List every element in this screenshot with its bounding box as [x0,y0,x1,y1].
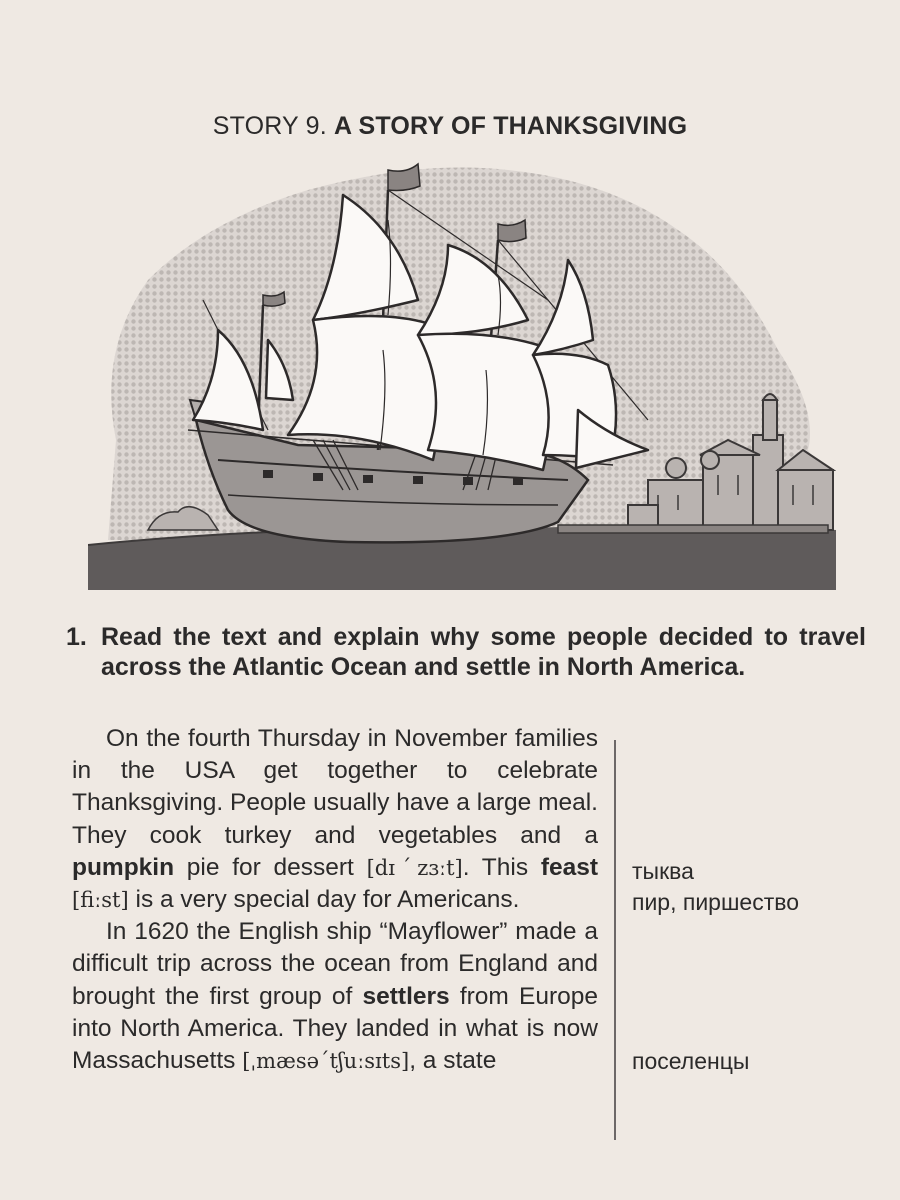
main-flag [388,164,420,191]
vocab-settlers: settlers [362,982,450,1010]
text-run: , a state [409,1047,497,1075]
text-run: In 1620 the English ship “Mayflower” made a difficult trip across the ocean from England and brought the first group of [72,918,598,1010]
story-number: STORY 9. [212,112,327,140]
task-1 [66,622,866,682]
gloss-pumpkin: тыква [632,858,694,884]
gloss-settlers: поселенцы [632,1048,750,1074]
transcription-massachusetts: [ˌmæsəˊtʃuːsɪts] [242,1049,410,1074]
vocab-pumpkin: pumpkin [72,853,175,881]
story-text [72,723,598,1077]
story-paragraph-2 [72,916,598,1077]
text-run: is a very special day for Americans. [128,886,520,914]
story-paragraph-1 [72,723,598,916]
task-number: 1. [66,623,87,651]
text-run: On the fourth Thursday in November families in the USA get together to celebrate Thanksgiving. People usually have a large meal. They cook turkey and vegetables and a [72,725,598,849]
task-instruction: Read the text and explain why some people decided to travel across the Atlantic Ocean and settle in North America. [101,623,866,681]
text-run: pie for dessert [174,853,367,881]
text-run: . This [462,853,541,881]
mayflower-ship-illustration [88,150,836,600]
transcription-dessert: [dɪˊzɜːt] [366,855,463,880]
text-run: from Europe into North America. They landed in what is now Massachusetts [72,982,598,1075]
glossary-divider [614,740,616,1140]
vocab-feast: feast [540,853,599,881]
story-title [0,112,900,141]
gloss-feast: пир, пиршество [632,889,799,915]
transcription-feast: [fiːst] [72,888,129,913]
story-name: A STORY OF THANKSGIVING [334,112,688,140]
